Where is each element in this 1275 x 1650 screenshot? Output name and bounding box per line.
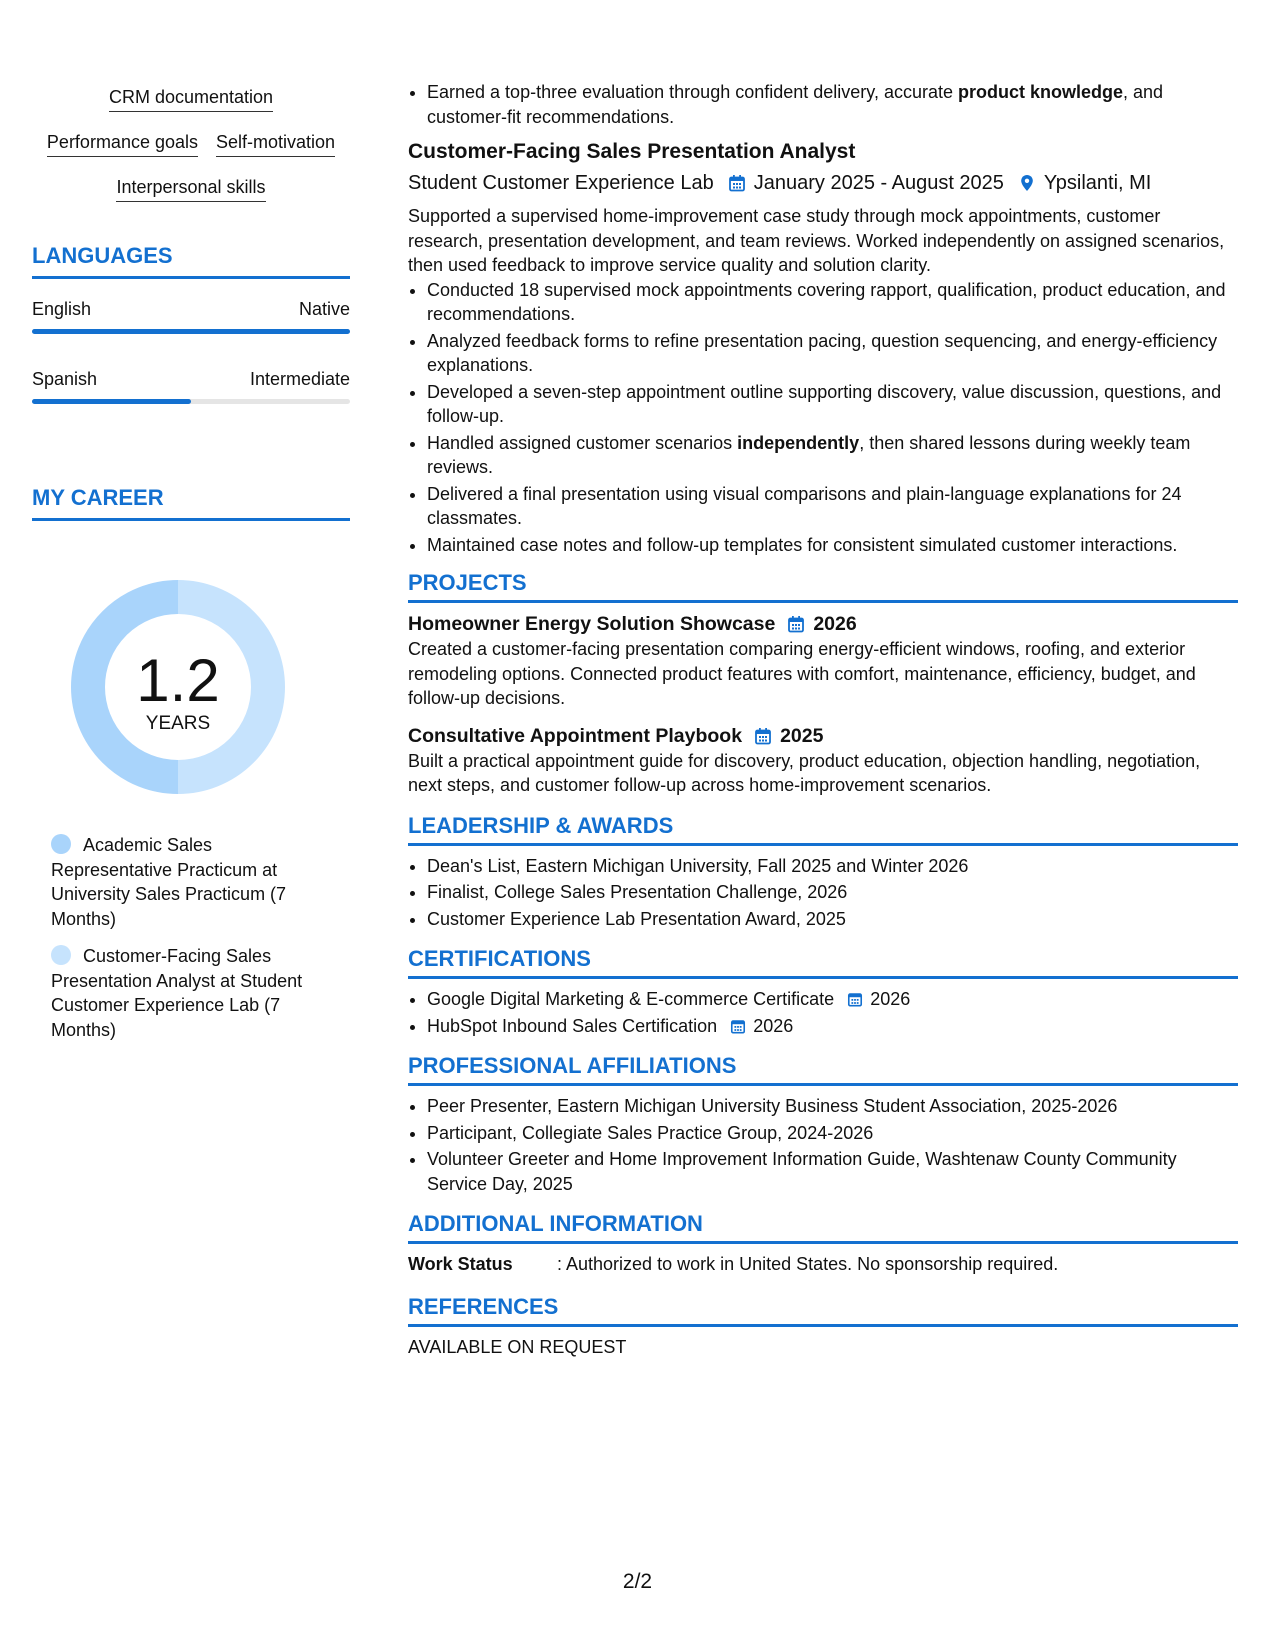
calendar-icon xyxy=(847,991,863,1007)
work-status-label: Work Status xyxy=(408,1254,513,1274)
references-text: AVAILABLE ON REQUEST xyxy=(408,1336,627,1357)
skill-row xyxy=(32,131,350,176)
language-level-fill xyxy=(32,399,191,404)
language-item xyxy=(32,368,350,404)
job-title: Customer-Facing Sales Presentation Analyst xyxy=(408,140,856,163)
project-year: 2026 xyxy=(813,613,857,635)
experience-tail-list xyxy=(408,80,1238,129)
certification-year: 2026 xyxy=(870,989,911,1009)
legend-dot-icon xyxy=(51,834,71,854)
page-number: 2/2 xyxy=(622,1570,653,1593)
career-legend-label: Academic Sales Representative Practicum at University Sales Practicum (7 Months) xyxy=(51,835,287,929)
skill-tag: CRM documentation xyxy=(109,86,273,112)
language-level-bar xyxy=(32,329,350,334)
language-level-bar xyxy=(32,399,350,404)
project-title: Homeowner Energy Solution Showcase 2026 xyxy=(408,613,857,635)
job-summary: Supported a supervised home-improvement case study through mock appointments, customer research, presentation development, and team reviews. Worked independently on assigned scenarios, then used feedback to improve service quality and solution clarity. xyxy=(408,206,1225,275)
career-donut xyxy=(66,575,290,799)
job-meta xyxy=(408,169,1238,197)
career-legend-item xyxy=(51,833,336,931)
project-year: 2025 xyxy=(780,724,824,747)
calendar-icon xyxy=(754,727,772,745)
career-total-number: 1.2 xyxy=(136,647,220,714)
career-legend xyxy=(51,833,336,1055)
job-bullet: • Developed a seven-step appointment outline supporting discovery, value discussion, questions, and follow-up. xyxy=(427,380,1238,429)
calendar-icon xyxy=(787,615,805,633)
job-bullet: • Maintained case notes and follow-up templates for consistent simulated customer interactions. xyxy=(427,533,1238,558)
job-dates: January 2025 - August 2025 xyxy=(753,172,1004,194)
language-name: English xyxy=(32,299,92,319)
leadership-item: • Dean's List, Eastern Michigan University, Fall 2025 and Winter 2026 xyxy=(427,854,1238,879)
affiliation-item: • Participant, Collegiate Sales Practice Group, 2024-2026 xyxy=(427,1121,1238,1146)
language-item xyxy=(32,298,350,334)
certification-item: • Google Digital Marketing & E-commerce Certificate 2026 xyxy=(427,987,1238,1012)
job-bullets xyxy=(408,278,1238,558)
language-level: Native xyxy=(298,299,350,319)
skill-tag: Performance goals xyxy=(47,131,198,157)
skill-row xyxy=(32,176,350,221)
calendar-icon xyxy=(730,1018,746,1034)
leadership-item: • Customer Experience Lab Presentation Award, 2025 xyxy=(427,907,1238,932)
right-column xyxy=(408,80,1238,1359)
affiliations-heading: PROFESSIONAL AFFILIATIONS xyxy=(408,1052,1238,1086)
projects-heading: PROJECTS xyxy=(408,569,1238,603)
certifications-heading: CERTIFICATIONS xyxy=(408,945,1238,979)
career-heading: MY CAREER xyxy=(32,485,350,521)
work-status-row xyxy=(408,1252,1238,1277)
references-heading: REFERENCES xyxy=(408,1293,1238,1327)
job-bullet: • Handled assigned customer scenarios independently, then shared lessons during weekly team reviews. xyxy=(427,431,1238,480)
project-description: Built a practical appointment guide for discovery, product education, objection handling, negotiation, next steps, and customer follow-up across home-improvement scenarios. xyxy=(408,750,1201,795)
calendar-icon xyxy=(728,174,746,192)
certifications-list xyxy=(408,987,1238,1038)
skill-row xyxy=(32,86,350,131)
leadership-heading: LEADERSHIP & AWARDS xyxy=(408,812,1238,846)
career-legend-item xyxy=(51,944,336,1042)
career-legend-label: Customer-Facing Sales Presentation Analyst at Student Customer Experience Lab (7 Months) xyxy=(51,946,303,1040)
language-name: Spanish xyxy=(32,369,98,389)
certification-item: • HubSpot Inbound Sales Certification 2026 xyxy=(427,1014,1238,1039)
skill-tag: Interpersonal skills xyxy=(116,176,265,202)
job-bullet: • Delivered a final presentation using visual comparisons and plain-language explanations for 24 classmates. xyxy=(427,482,1238,531)
job-location: Ypsilanti, MI xyxy=(1043,172,1152,194)
job-bullet: • Analyzed feedback forms to refine presentation pacing, question sequencing, and energy-efficiency explanations. xyxy=(427,329,1238,378)
project-description: Created a customer-facing presentation comparing energy-efficient windows, roofing, and exterior remodeling options. Connected product features with comfort, maintenance, efficiency, budget, and follow-up decisions. xyxy=(408,639,1196,708)
language-level-fill xyxy=(32,329,350,334)
skill-tag: Self-motivation xyxy=(216,131,335,157)
job-bullet: • Conducted 18 supervised mock appointments covering rapport, qualification, product education, and recommendations. xyxy=(427,278,1238,327)
certification-year: 2026 xyxy=(753,1015,794,1036)
experience-bullet: • Earned a top-three evaluation through confident delivery, accurate product knowledge, and customer-fit recommendations. xyxy=(427,80,1238,129)
additional-info-heading: ADDITIONAL INFORMATION xyxy=(408,1210,1238,1244)
job-employer: Student Customer Experience Lab xyxy=(408,172,714,194)
affiliations-list xyxy=(408,1094,1238,1196)
location-pin-icon xyxy=(1018,174,1036,192)
language-level: Intermediate xyxy=(249,369,350,389)
project-title: Consultative Appointment Playbook 2025 xyxy=(408,724,824,747)
work-status-value: : Authorized to work in United States. No sponsorship required. xyxy=(557,1254,1059,1274)
affiliation-item: • Peer Presenter, Eastern Michigan University Business Student Association, 2025-2026 xyxy=(427,1094,1238,1119)
languages-heading: LANGUAGES xyxy=(32,243,350,279)
affiliation-item: • Volunteer Greeter and Home Improvement Information Guide, Washtenaw County Community Service Day, 2025 xyxy=(427,1147,1238,1196)
skills-list xyxy=(32,86,350,221)
leadership-item: • Finalist, College Sales Presentation Challenge, 2026 xyxy=(427,880,1238,905)
leadership-list xyxy=(408,854,1238,932)
legend-dot-icon xyxy=(51,945,71,965)
career-total-unit: YEARS xyxy=(145,713,211,734)
